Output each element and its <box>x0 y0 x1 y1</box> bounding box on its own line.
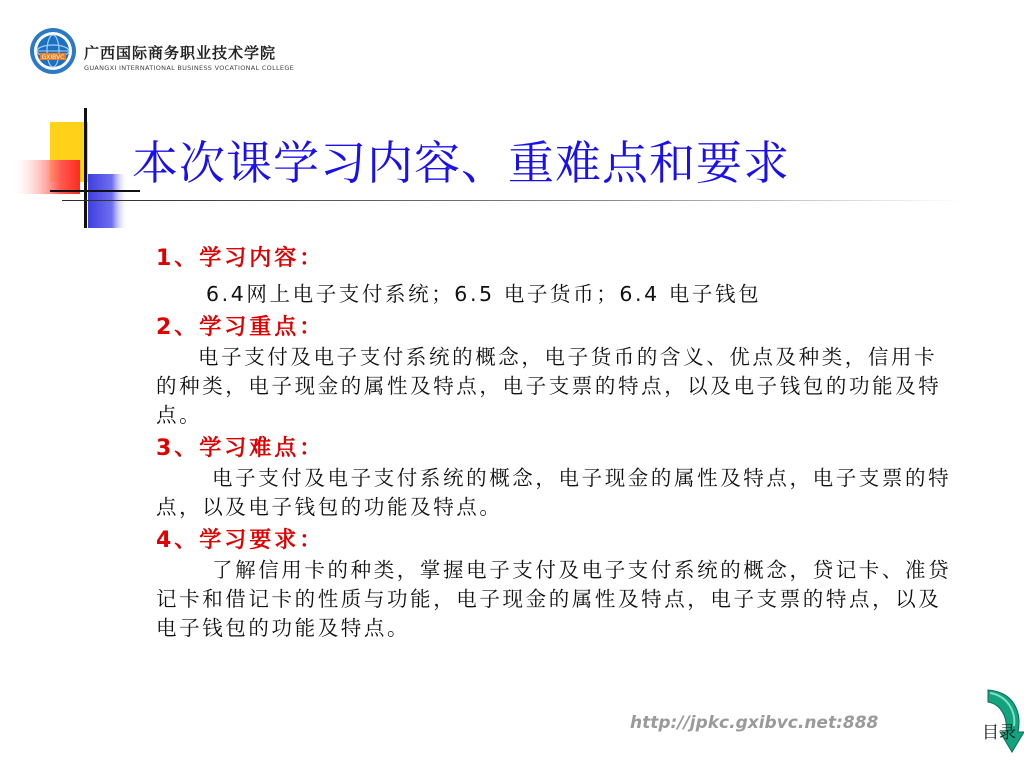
college-name-en: GUANGXI INTERNATIONAL BUSINESS VOCATIONAL COLLEGE <box>84 64 295 72</box>
section-heading: 4、学习要求： <box>156 528 325 553</box>
section-body: 6.4网上电子支付系统；6.5 电子货币；6.4 电子钱包 <box>206 282 762 306</box>
section-body: 电子支付及电子支付系统的概念，电子现金的属性及特点，电子支票的特点，以及电子钱包的功能及特点。 <box>156 466 952 519</box>
college-name-cn: 广西国际商务职业技术学院 <box>84 44 277 62</box>
title-divider <box>62 200 962 201</box>
toc-link[interactable]: 目录 <box>982 723 1016 743</box>
page-title: 本次课学习内容、重难点和要求 <box>132 136 790 190</box>
section-heading: 3、学习难点： <box>156 436 325 461</box>
section-body: 了解信用卡的种类，掌握电子支付及电子支付系统的概念，贷记卡、准贷记卡和借记卡的性质与功能，电子现金的属性及特点，电子支票的特点，以及电子钱包的功能及特点。 <box>156 558 952 640</box>
college-logo <box>28 26 308 80</box>
title-decoration <box>0 100 140 240</box>
svg-text:GXIBVC: GXIBVC <box>41 54 65 61</box>
section-heading: 2、学习重点： <box>156 315 325 340</box>
content-body <box>156 240 956 643</box>
section-heading: 1、学习内容： <box>156 246 325 271</box>
footer-url: http://jpkc.gxibvc.net:888 <box>630 713 879 733</box>
section-body: 电子支付及电子支付系统的概念，电子货币的含义、优点及种类，信用卡的种类，电子现金的属性及特点，电子支票的特点，以及电子钱包的功能及特点。 <box>156 345 942 427</box>
college-logo-globe-icon <box>28 26 78 76</box>
